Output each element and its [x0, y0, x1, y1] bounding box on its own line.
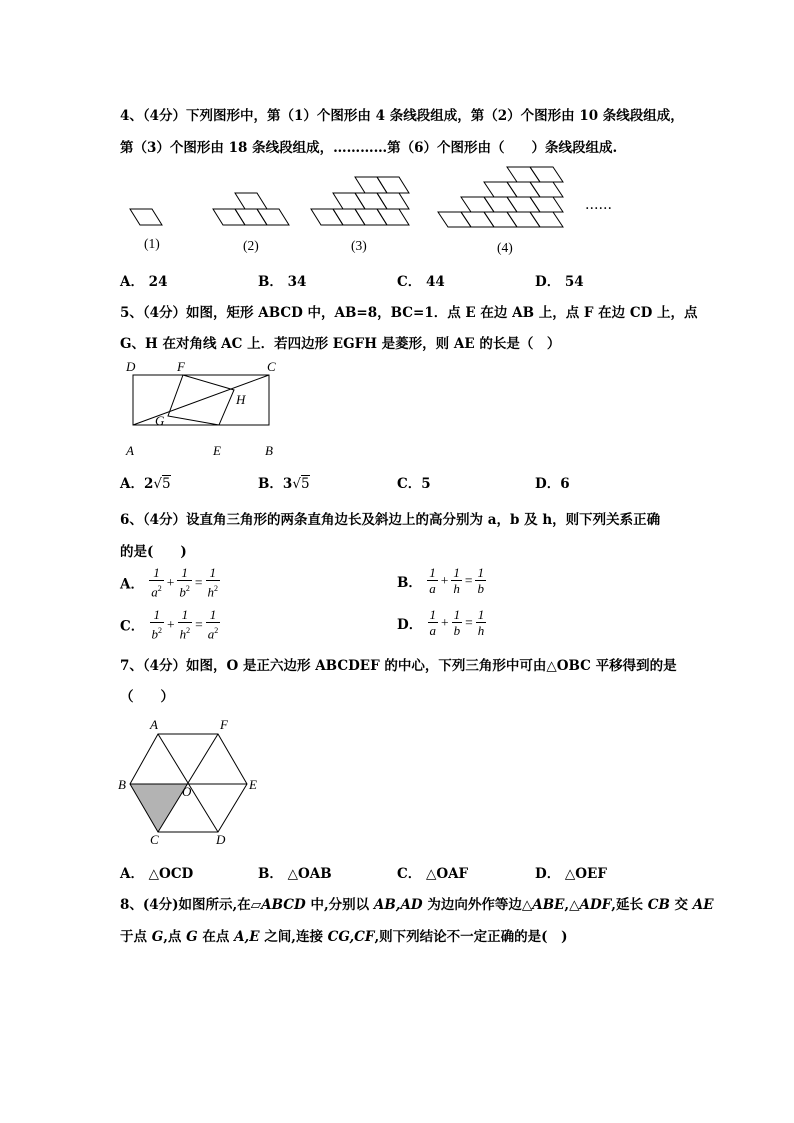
- q7-option-a[interactable]: A． △OCD: [120, 866, 194, 882]
- point-h-label: H: [236, 392, 246, 407]
- point-f-label: F: [177, 359, 185, 374]
- q5-option-c-value: 5: [421, 476, 431, 492]
- q5-text-line2: G、H 在对角线 AC 上．若四边形 EGFH 是菱形，则 AE 的长是（ ）: [120, 336, 561, 352]
- q4-option-c[interactable]: C． 44: [397, 274, 445, 290]
- point-c-label: C: [267, 359, 276, 374]
- sqrt-icon: √: [292, 476, 301, 492]
- q6-option-b[interactable]: B． $\frac{1}{a}$ + $\frac{1}{h}$ = $\frac{1}{b}$: [397, 565, 484, 596]
- q5-option-a[interactable]: [120, 472, 171, 492]
- q6-option-a-letter: A．: [120, 576, 144, 593]
- q5-rectangle-figure: [120, 355, 300, 465]
- q4-option-a[interactable]: A． 24: [120, 274, 168, 290]
- q7-option-d[interactable]: D． △OEF: [535, 866, 607, 882]
- q6-option-d[interactable]: D． $\frac{1}{a}$ + $\frac{1}{b}$ = $\frac{1}{h}$: [397, 607, 485, 638]
- q5-option-a-letter: A．: [120, 476, 144, 492]
- q5-option-a-radicand: 5: [162, 476, 171, 492]
- q6-option-c[interactable]: C． $\frac{1}{b^2}$ + $\frac{1}{h^2}$ = $\frac{1}{a^2}$: [120, 607, 219, 642]
- point-e-label: E: [213, 443, 221, 458]
- fig2-rhombi: [213, 193, 289, 225]
- q6-text-line2: 的是( ): [120, 544, 187, 560]
- q8-text-line1: 8、(4分)如图所示,在▱ABCD 中,分别以 AB,AD 为边向外作等边△ABE,△ADF,延长 CB 交 AE: [120, 897, 714, 913]
- fig1-rhombus: [130, 209, 162, 225]
- q4-figures: [120, 160, 640, 260]
- q5-option-b[interactable]: [258, 472, 310, 492]
- q7-option-c[interactable]: C． △OAF: [397, 866, 469, 882]
- sqrt-icon: √: [153, 476, 162, 492]
- q5-option-c-letter: C．: [397, 476, 422, 492]
- point-d-label: D: [216, 832, 226, 847]
- fig4-label: (4): [497, 240, 513, 255]
- q6-option-d-letter: D．: [397, 617, 423, 633]
- point-c-label: C: [150, 832, 159, 847]
- q8-text-line2: 于点 G,点 G 在点 A,E 之间,连接 CG,CF,则下列结论不一定正确的是( ): [120, 929, 568, 945]
- q4-text-line1: 4、（4分）下列图形中，第（1）个图形由 4 条线段组成，第（2）个图形由 10 条线段组成，: [120, 108, 684, 124]
- fig3-label: (3): [351, 238, 367, 253]
- point-o-label: O: [182, 784, 192, 799]
- q5-option-d-value: 6: [560, 476, 570, 492]
- q4-option-d[interactable]: D． 54: [535, 274, 584, 290]
- q6-option-c-letter: C．: [120, 618, 145, 635]
- fig1-label: (1): [144, 236, 160, 251]
- point-a-label: A: [126, 443, 134, 458]
- q6-option-b-letter: B．: [397, 575, 422, 591]
- q5-option-c[interactable]: [397, 472, 431, 492]
- q7-hexagon-figure: [112, 712, 272, 847]
- point-e-label: E: [249, 777, 257, 792]
- fig2-label: (2): [243, 238, 259, 253]
- point-f-label: F: [220, 717, 228, 732]
- shaded-triangle-obc: [130, 784, 187, 832]
- q5-option-d[interactable]: [535, 472, 570, 492]
- q5-option-d-letter: D．: [535, 476, 561, 492]
- point-b-label: B: [118, 777, 126, 792]
- point-g-label: G: [155, 413, 165, 428]
- q5-option-b-letter: B．: [258, 476, 283, 492]
- q5-option-b-radicand: 5: [300, 476, 310, 492]
- q5-option-b-coef: 3: [282, 476, 293, 492]
- point-b-label: B: [265, 443, 273, 458]
- diagonal-ac: [133, 375, 269, 425]
- q6-option-a[interactable]: A． $\frac{1}{a^2}$ + $\frac{1}{b^2}$ = $\frac{1}{h^2}$: [120, 565, 219, 600]
- point-d-label: D: [126, 359, 136, 374]
- fig-ellipsis: ……: [585, 197, 612, 213]
- q4-option-b[interactable]: B． 34: [258, 274, 307, 290]
- fig3-rhombi: [311, 177, 409, 225]
- q5-option-a-coef: 2: [143, 476, 154, 492]
- q7-text-line2: （ ）: [120, 689, 174, 705]
- fig4-rhombi: [438, 167, 563, 227]
- q7-option-b[interactable]: B． △OAB: [258, 866, 332, 882]
- point-a-label: A: [150, 717, 158, 732]
- q5-text-line1: 5、（4分）如图，矩形 ABCD 中，AB=8，BC=1．点 E 在边 AB 上，点 F 在边 CD 上，点: [120, 305, 698, 321]
- q4-text-line2: 第（3）个图形由 18 条线段组成，…………第（6）个图形由（ ）条线段组成.: [120, 140, 618, 156]
- q6-text-line1: 6、（4分）设直角三角形的两条直角边长及斜边上的高分别为 a，b 及 h，则下列关系正确: [120, 512, 661, 528]
- q7-text-line1: 7、（4分）如图，O 是正六边形 ABCDEF 的中心，下列三角形中可由△OBC 平移得到的是: [120, 658, 677, 674]
